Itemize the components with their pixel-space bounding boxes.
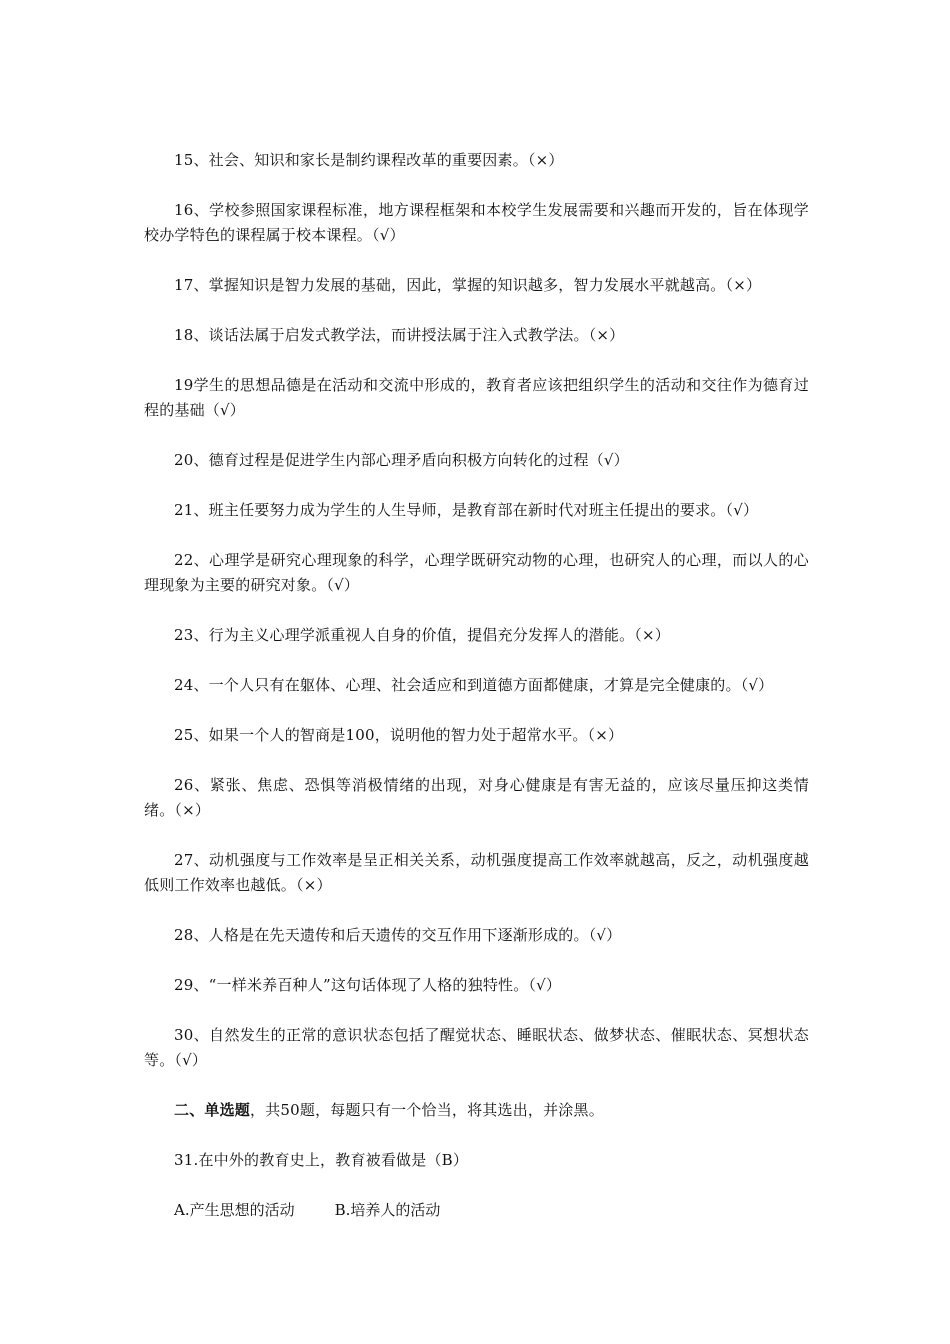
option-b: B.培养人的活动 (334, 1201, 441, 1219)
tf-item-27: 27、动机强度与工作效率是呈正相关关系，动机强度提高工作效率就越高，反之，动机强度越低则工作效率也越低。（×） (144, 851, 809, 894)
tf-item-24: 24、一个人只有在躯体、心理、社会适应和到道德方面都健康，才算是完全健康的。（√） (174, 676, 774, 694)
tf-item-18: 18、谈话法属于启发式教学法，而讲授法属于注入式教学法。（×） (174, 326, 625, 344)
question-31: 31.在中外的教育史上，教育被看做是（B） (174, 1151, 469, 1169)
section-heading (144, 1098, 809, 1123)
tf-item-23: 23、行为主义心理学派重视人自身的价值，提倡充分发挥人的潜能。（×） (174, 626, 670, 644)
tf-item-25: 25、如果一个人的智商是100，说明他的智力处于超常水平。（×） (174, 726, 624, 744)
tf-item-17: 17、掌握知识是智力发展的基础，因此，掌握的知识越多，智力发展水平就越高。（×） (174, 276, 762, 294)
option-a: A.产生思想的活动 (174, 1201, 295, 1219)
tf-item-15: 15、社会、知识和家长是制约课程改革的重要因素。（×） (174, 151, 564, 169)
tf-item-16: 16、学校参照国家课程标准，地方课程框架和本校学生发展需要和兴趣而开发的，旨在体现学校办学特色的课程属于校本课程。（√） (144, 201, 809, 244)
document-page (144, 148, 809, 1223)
tf-item-20: 20、德育过程是促进学生内部心理矛盾向积极方向转化的过程（√） (174, 451, 629, 469)
question-31-options (144, 1198, 809, 1223)
tf-item-21: 21、班主任要努力成为学生的人生导师，是教育部在新时代对班主任提出的要求。（√） (174, 501, 759, 519)
tf-item-26: 26、紧张、焦虑、恐惧等消极情绪的出现，对身心健康是有害无益的，应该尽量压抑这类情绪。（×） (144, 776, 809, 819)
tf-item-22: 22、心理学是研究心理现象的科学，心理学既研究动物的心理，也研究人的心理，而以人的心理现象为主要的研究对象。（√） (144, 551, 809, 594)
section-heading-desc: ，共50题，每题只有一个恰当，将其选出，并涂黑。 (250, 1101, 604, 1119)
tf-item-29: 29、“一样米养百种人”这句话体现了人格的独特性。（√） (174, 976, 562, 994)
tf-item-28: 28、人格是在先天遗传和后天遗传的交互作用下逐渐形成的。（√） (174, 926, 622, 944)
tf-item-30: 30、自然发生的正常的意识状态包括了醒觉状态、睡眠状态、做梦状态、催眠状态、冥想状态等。（√） (144, 1026, 809, 1069)
section-heading-title: 二、单选题 (174, 1101, 251, 1119)
tf-item-19: 19学生的思想品德是在活动和交流中形成的，教育者应该把组织学生的活动和交往作为德育过程的基础（√） (144, 376, 809, 419)
